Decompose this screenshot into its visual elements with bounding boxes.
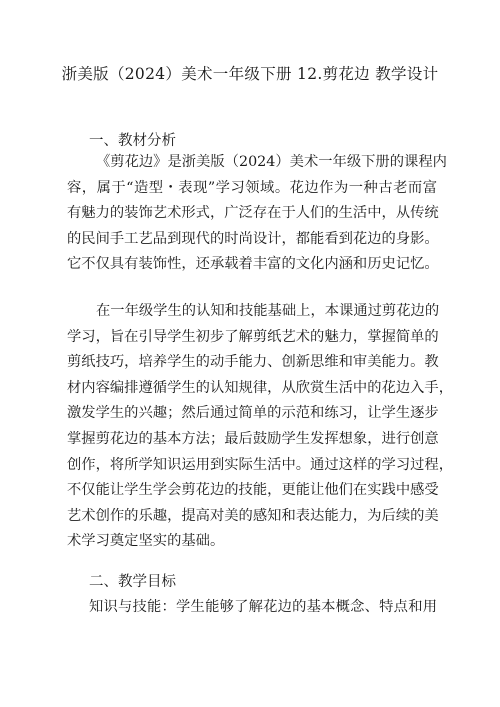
paragraph-teaching-approach [67,299,454,555]
paragraph-line: 知识与技能：学生能够了解花边的基本概念、特点和用 [89,599,437,615]
paragraph-line: 学习，旨在引导学生初步了解剪纸艺术的魅力，掌握简单的 [67,328,439,345]
paragraph-line: 它不仅具有装饰性，还承载着丰富的文化内涵和历史记忆。 [67,256,439,273]
paragraph-line: 创作，将所学知识运用到实际生活中。通过这样的学习过程， [67,456,454,473]
paragraph-line: 《剪花边》是浙美版（2024）美术一年级下册的课程内 [96,154,447,170]
paragraph-line: 不仅能让学生学会剪花边的技能，更能让他们在实践中感受 [67,482,439,499]
paragraph-line: 材内容编排遵循学生的认知规律，从欣赏生活中的花边入手， [67,379,454,396]
document-title: 浙美版（2024）美术一年级下册 12.剪花边 教学设计 [61,65,439,83]
paragraph-knowledge-skills [67,595,437,621]
section-heading-textbook-analysis: 一、教材分析 [89,133,176,149]
paragraph-line: 的民间手工艺品到现代的时尚设计，都能看到花边的身影。 [67,230,439,247]
section-heading-teaching-objectives: 二、教学目标 [89,574,176,590]
paragraph-line: 术学习奠定坚实的基础。 [67,533,225,550]
paragraph-line: 激发学生的兴趣；然后通过简单的示范和练习，让学生逐步 [67,405,439,422]
paragraph-line: 剪纸技巧，培养学生的动手能力、创新思维和审美能力。教 [67,354,439,371]
paragraph-line: 在一年级学生的认知和技能基础上，本课通过剪花边的 [96,303,440,319]
paragraph-line: 掌握剪花边的基本方法；最后鼓励学生发挥想象，进行创意 [67,430,439,447]
paragraph-line: 容，属于“造型・表现”学习领域。花边作为一种古老而富 [67,179,437,196]
paragraph-line: 艺术创作的乐趣，提高对美的感知和表达能力，为后续的美 [67,507,439,524]
paragraph-line: 有魅力的装饰艺术形式，广泛存在于人们的生活中，从传统 [67,205,439,222]
paragraph-intro [67,150,447,278]
